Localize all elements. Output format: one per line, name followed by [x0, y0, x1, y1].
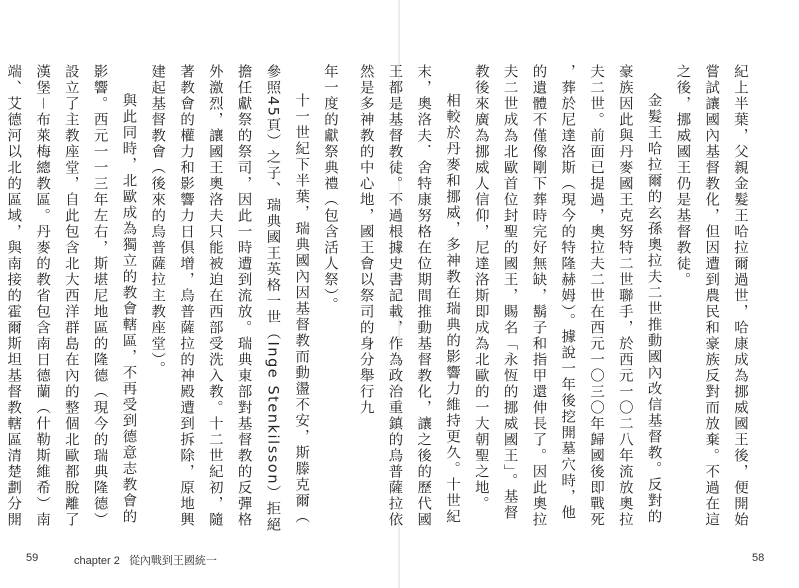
left-paragraph-3: 與此同時，北歐成為獨立的教會轄區，不再受到德意志教會的影響。西元一一三年左右，斯堪尼地區的隆德（現今的瑞典隆德）設立了主教座堂，自此包含北大西洋群島在內的整個北歐都脫離了漢堡－布萊梅總教區。丹麥的教省包含南日德蘭（什勒斯維希）南端、艾德河以北的區域，與南接的霍爾斯坦基督教轄區清楚劃分開 — [5, 64, 137, 528]
right-paragraph-3: 相較於丹麥和挪威，多神教在瑞典的影響力維持更久。十世紀末，奧洛夫．舍特康努格在位期間推動基督教化，讓之後的歷代國王都是基督教徒。不過根據史書記載，作為政治重鎮的烏普薩拉依然是多神教的中心地，國王會以祭司的身分舉行九 — [357, 64, 461, 528]
left-page — [0, 0, 399, 588]
chapter-label: chapter 2 — [74, 555, 120, 567]
chapter-title: 從內戰到王國統一 — [128, 554, 217, 567]
left-paragraph-2: 十一世紀下半葉，瑞典國內因基督教而動盪不安，斯滕克爾（參照45頁）之子、瑞典國王英格一世（Inge Stenkilsson）拒絕擔任獻祭的祭司，因此一時遭到流放。瑞典東部對基督教的反彈格外激烈，讓國王奧洛夫只能被迫在西部受洗入教。十二世紀初，隨著教會的權力和影響力日俱增，烏普薩拉的神殿遭到拆除，原地興建起基督教會（後來的烏普薩拉主教座堂）。 — [149, 64, 310, 534]
left-paragraph-1: 年一度的獻祭典禮（包含活人祭）。 — [322, 64, 338, 313]
left-running-footer — [74, 552, 217, 568]
left-page-number: 59 — [26, 552, 39, 564]
right-paragraph-2: 金髮王哈拉爾的玄孫奧拉夫二世推動國內改信基督教。反對的豪族因此與丹麥國王克努特二世聯手，於西元一〇二八年流放奧拉夫二世。前面已提過，奧拉夫二世在西元一〇三〇年歸國後即戰死，葬於尼達洛斯（現今的特隆赫姆）。據說一年後挖開墓穴時，他的遺體不僅像剛下葬時完好無缺，鬍子和指甲還伸長了。因此奧拉夫二世成為北歐首位封聖的國王，賜名「永恆的挪威國王」。基督教後來廣為挪威人信仰，尼達洛斯即成為北歐的一大朝聖之地。 — [472, 64, 662, 528]
right-page-number: 58 — [752, 552, 765, 564]
right-paragraph-1: 紀上半葉，父親金髮王哈拉爾過世，哈康成為挪威國王後，便開始嘗試讓國內基督教化，但因遭到農民和豪族反對而放棄。不過在這之後，挪威國王仍是基督教徒。 — [674, 64, 748, 528]
left-page-body-text — [5, 64, 344, 534]
right-page-body-text — [357, 64, 754, 534]
right-page — [357, 0, 799, 588]
